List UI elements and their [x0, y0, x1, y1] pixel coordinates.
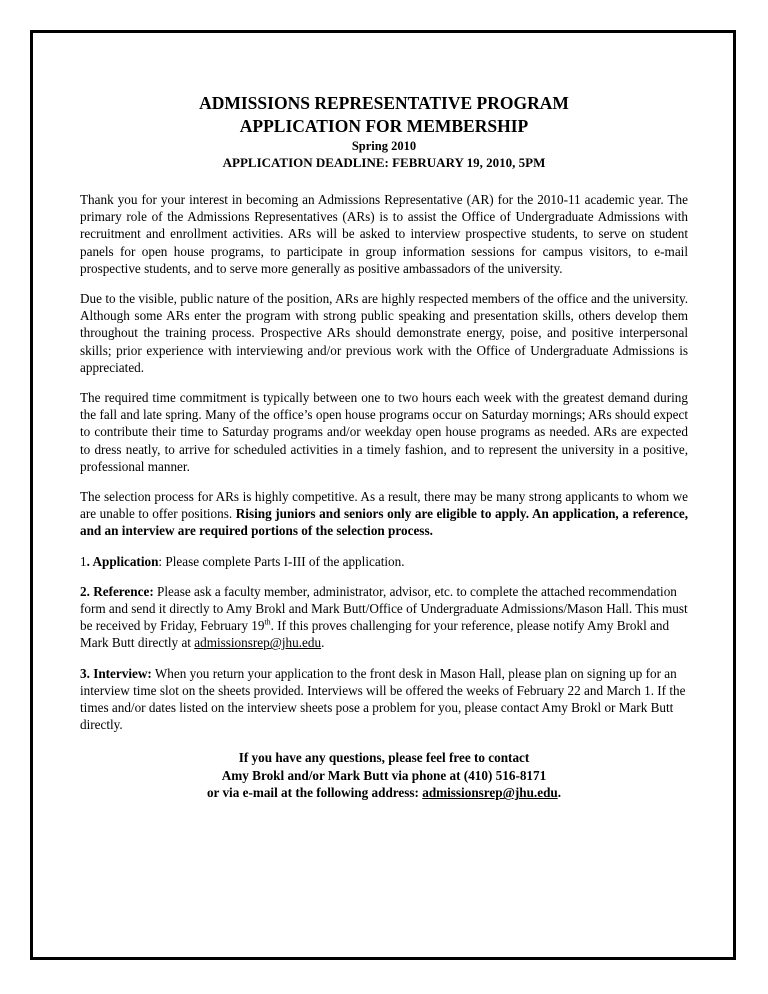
intro-paragraph: Thank you for your interest in becoming an Admissions Representative (AR) for the 2010-11 academic year. The primary role of the Admissions Representatives (ARs) is to assist the Office of Undergraduate Admissions with recruitment and enrollment activities. ARs will be asked to interview prospective students, to serve on student panels for open house programs, to participate in group information sessions for campus visitors, to e-mail prospective students, and to serve more generally as positive ambassadors of the university.	[80, 192, 688, 276]
contact-block	[80, 749, 688, 802]
title-line-1: ADMISSIONS REPRESENTATIVE PROGRAM	[199, 93, 569, 113]
document-body	[80, 92, 688, 802]
reference-text-b: . If this proves challenging for your reference, please notify Amy Brokl and Mark Butt directly at	[80, 618, 670, 651]
reference-superscript: th	[264, 617, 271, 627]
application-label: . Application	[86, 553, 159, 569]
reference-end: .	[321, 635, 325, 651]
reference-email-link[interactable]: admissionsrep@jhu.edu	[194, 635, 322, 651]
eligibility-text: Rising juniors and seniors only are eligible to apply. An application, a reference, and an interview are required portions of the selection process.	[80, 506, 688, 539]
contact-line-3-text: or via e-mail at the following address:	[206, 785, 423, 801]
step-reference	[80, 583, 688, 652]
step-application	[80, 553, 688, 570]
deadline-label: APPLICATION DEADLINE: FEBRUARY 19, 2010, 5PM	[222, 155, 546, 170]
title-line-2: APPLICATION FOR MEMBERSHIP	[239, 116, 529, 136]
contact-line-1: If you have any questions, please feel free to contact	[238, 750, 530, 766]
selection-paragraph	[80, 488, 688, 540]
reference-label: 2. Reference:	[80, 583, 154, 599]
contact-line-2: Amy Brokl and/or Mark Butt via phone at (410) 516-8171	[221, 767, 547, 783]
interview-label: 3. Interview:	[80, 665, 152, 681]
contact-email-link[interactable]: admissionsrep@jhu.edu	[422, 785, 558, 801]
contact-line-3-end: .	[557, 785, 562, 801]
selection-text: The selection process for ARs is highly competitive. As a result, there may be many strong applicants to whom we are unable to offer positions.	[80, 489, 688, 522]
application-text: : Please complete Parts I-III of the application.	[158, 553, 405, 569]
reference-text-a: Please ask a faculty member, administrator, advisor, etc. to complete the attached recommendation form and send it directly to Amy Brokl and Mark Butt/Office of Undergraduate Admissions/Mason Hall. This must be received by Friday, February 19	[80, 583, 688, 634]
contact-line-3	[80, 784, 688, 802]
time-commitment-paragraph: The required time commitment is typically between one to two hours each week with the greatest demand during the fall and late spring. Many of the office’s open house programs occur on Saturday mornings; ARs should expect to contribute their time to Saturday programs and/or weekday open house programs as needed. ARs are expected to dress neatly, to arrive for scheduled activities in a timely fashion, and to represent the university in a positive, professional manner.	[80, 390, 688, 474]
application-number: 1	[80, 553, 87, 569]
interview-text: When you return your application to the front desk in Mason Hall, please plan on signing up for an interview time slot on the sheets provided. Interviews will be offered the weeks of February 22 and March 1. If the times and/or dates listed on the interview sheets pose a problem for you, please contact Amy Brokl or Mark Butt directly.	[80, 665, 686, 733]
step-interview	[80, 665, 688, 734]
visibility-paragraph: Due to the visible, public nature of the position, ARs are highly respected members of the office and the university. Although some ARs enter the program with strong public speaking and presentation skills, others develop them throughout the training process. Prospective ARs should demonstrate energy, poise, and positive interpersonal skills; prior experience with interviewing and/or previous work with the Office of Undergraduate Admissions is appreciated.	[80, 291, 688, 375]
term-label: Spring 2010	[351, 139, 417, 153]
